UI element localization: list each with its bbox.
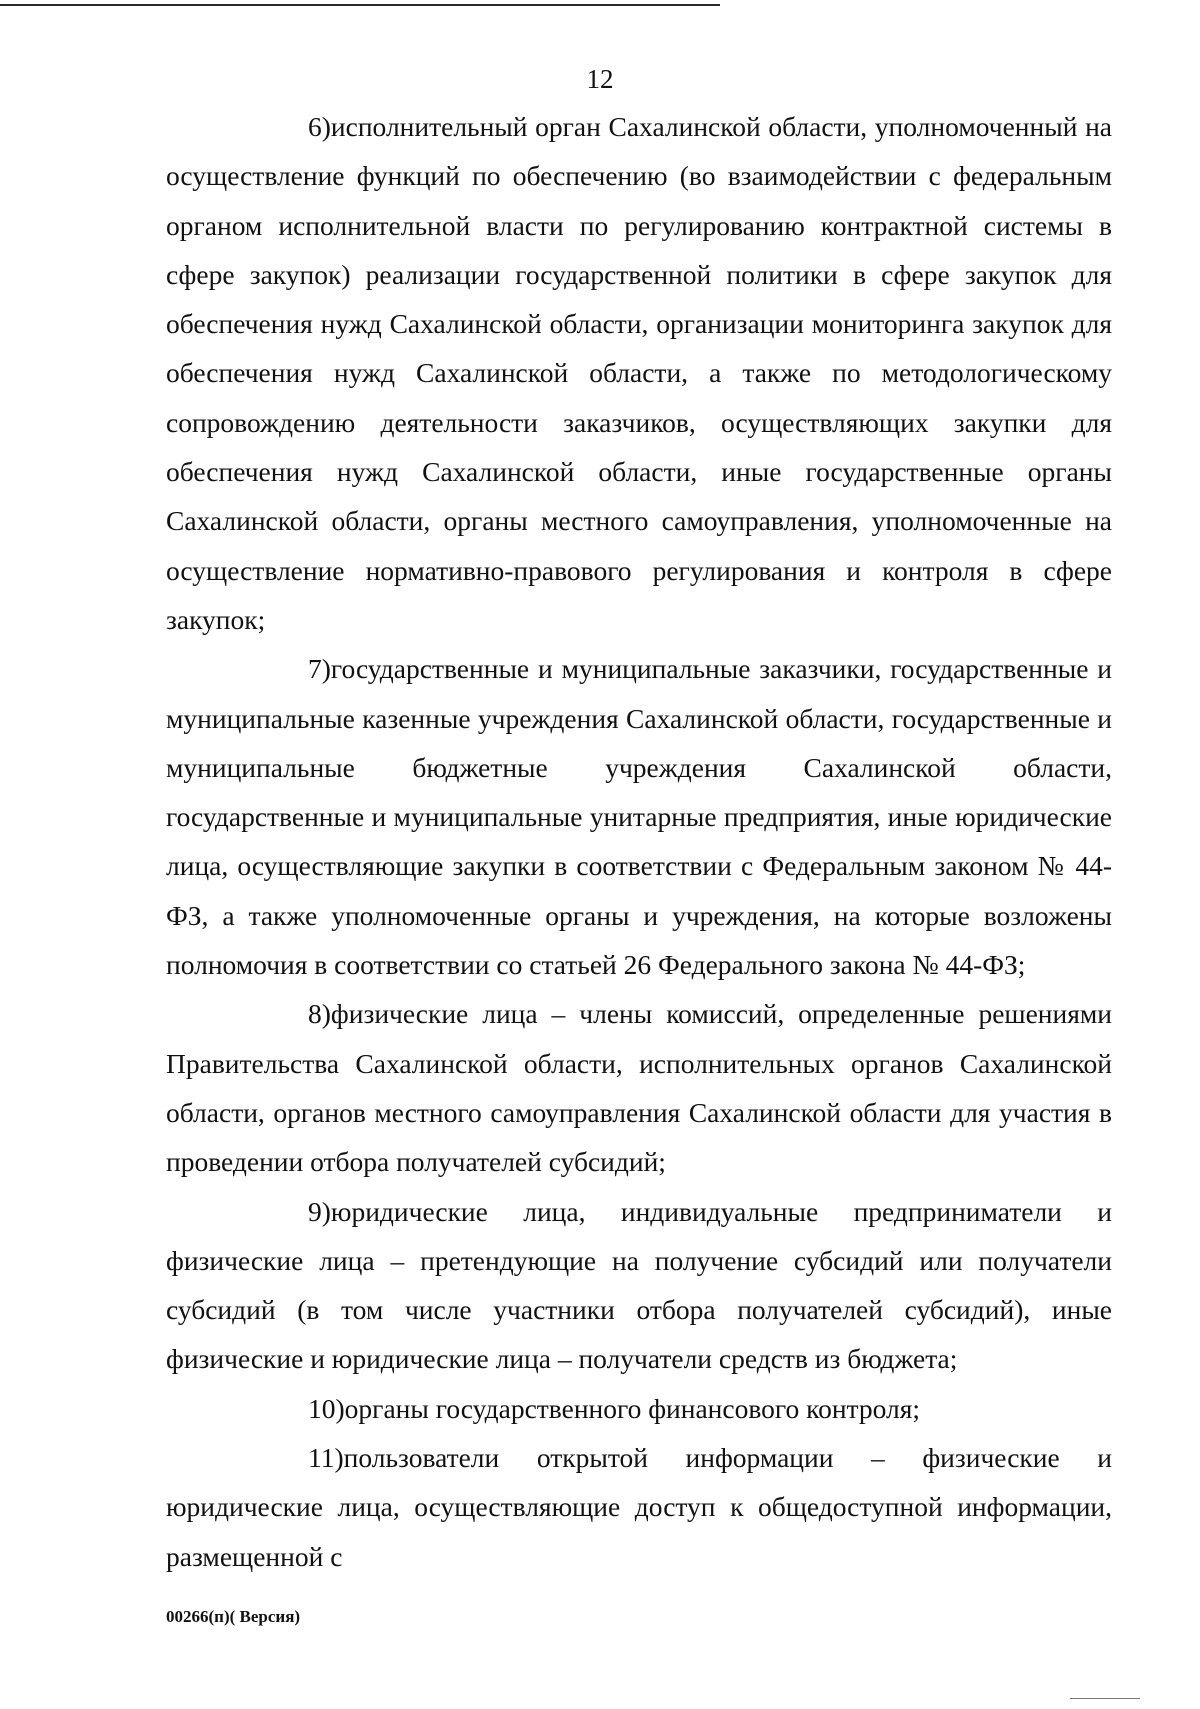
scan-edge-line [1070, 1698, 1140, 1699]
list-item-10 [166, 1384, 1112, 1433]
list-item-7 [166, 644, 1112, 989]
list-item-11 [166, 1433, 1112, 1581]
item-number: 9) [308, 1195, 331, 1227]
item-number: 10) [308, 1392, 345, 1424]
item-text: государственные и муниципальные заказчики, государственные и муниципальные казенные учреждения Сахалинской области, государственные и муниципальные бюджетные учреждения Сахалинской области, государственные и муниципальные унитарные предприятия, иные юридические лица, осуществляющие закупки в соответствии с Федеральным законом № 44-ФЗ, а также уполномоченные органы и учреждения, на которые возложены полномочия в соответствии со статьей 26 Федерального закона № 44-ФЗ; [166, 653, 1112, 981]
list-item-6 [166, 102, 1112, 644]
item-number: 7) [308, 653, 331, 685]
item-number: 8) [308, 998, 331, 1030]
item-text: юридические лица, индивидуальные предприниматели и физические лица – претендующие на получение субсидий или получатели субсидий (в том числе участники отбора получателей субсидий), иные физические и юридические лица – получатели средств из бюджета; [166, 1195, 1112, 1375]
list-item-8 [166, 989, 1112, 1186]
page-number: 12 [586, 64, 614, 94]
item-text: физические лица – члены комиссий, определенные решениями Правительства Сахалинской области, исполнительных органов Сахалинской области, органов местного самоуправления Сахалинской области для участия в проведении отбора получателей субсидий; [166, 998, 1112, 1178]
document-version-code: 00266(п)( Версия) [166, 1607, 301, 1626]
item-text: органы государственного финансового контроля; [344, 1392, 921, 1424]
item-number: 6) [308, 111, 331, 142]
item-number: 11) [308, 1442, 344, 1474]
list-item-9 [166, 1187, 1112, 1384]
item-text: пользователи открытой информации – физические и юридические лица, осуществляющие доступ к общедоступной информации, размещенной с [166, 1442, 1112, 1572]
scan-edge-line [0, 4, 720, 6]
document-body [166, 102, 1112, 1581]
item-text: исполнительный орган Сахалинской области, уполномоченный на осуществление функций по обеспечению (во взаимодействии с федеральным органом исполнительной власти по регулированию контрактной системы в сфере закупок) реализации государственной политики в сфере закупок для обеспечения нужд Сахалинской области, организации мониторинга закупок для обеспечения нужд Сахалинской области, а также по методологическому сопровождению деятельности заказчиков, осуществляющих закупки для обеспечения нужд Сахалинской области, иные государственные органы Сахалинской области, органы местного самоуправления, уполномоченные на осуществление нормативно-правового регулирования и контроля в сфере закупок; [166, 111, 1112, 635]
